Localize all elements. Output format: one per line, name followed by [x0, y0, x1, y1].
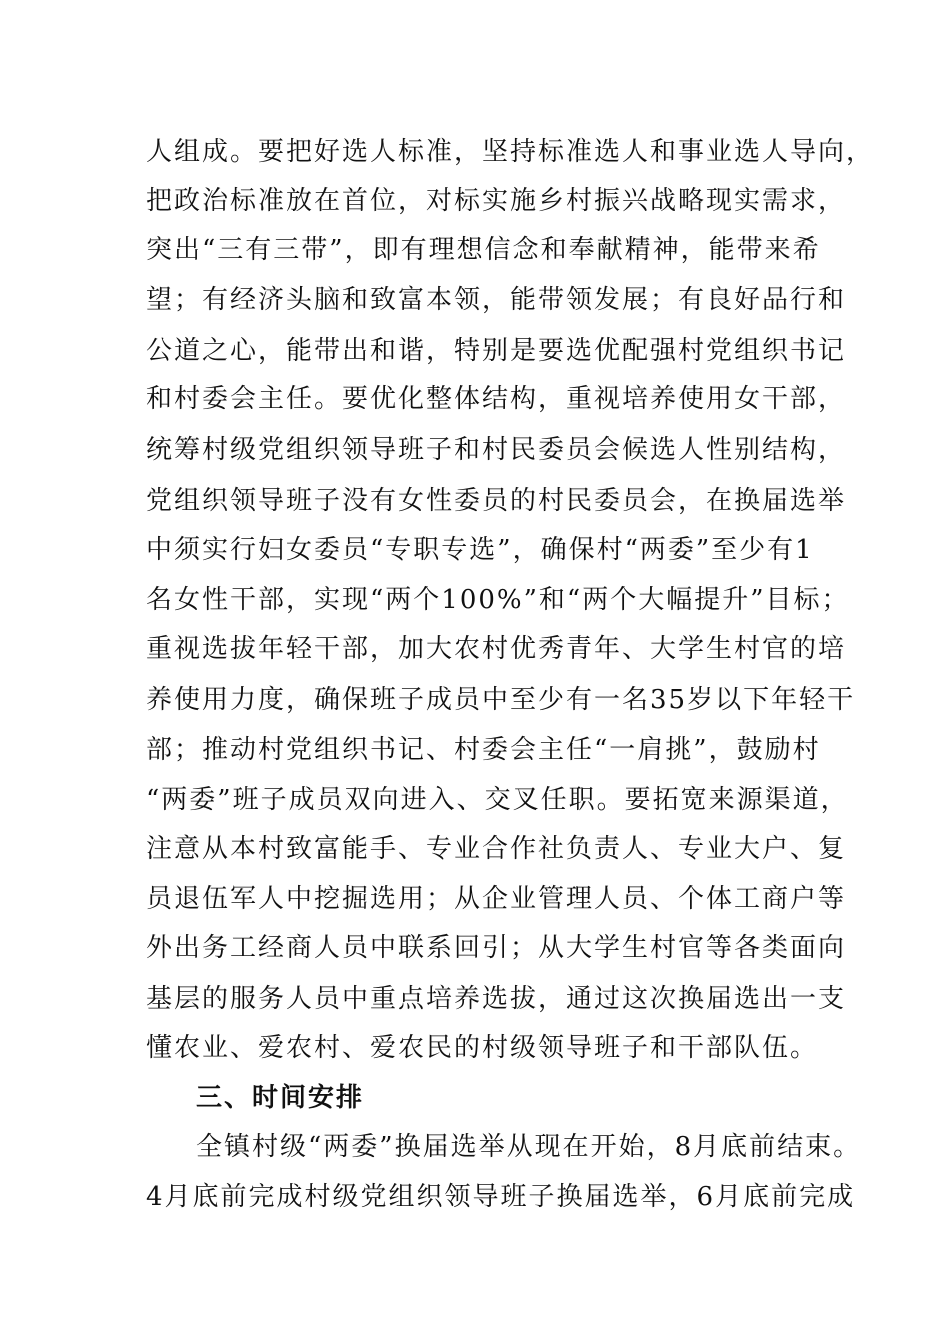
paragraph-line: 人组成。要把好选人标准，坚持标准选人和事业选人导向， — [146, 137, 875, 167]
section-heading: 三、时间安排 — [196, 1083, 365, 1113]
section-paragraph-line: 全镇村级“两委”换届选举从现在开始，8月底前结束。 — [196, 1132, 862, 1162]
paragraph-line: 公道之心，能带出和谐，特别是要选优配强村党组织书记 — [146, 336, 847, 366]
paragraph-line: 中须实行妇女委员“专职专选”，确保村“两委”至少有1 — [146, 535, 814, 565]
paragraph-line: 外出务工经商人员中联系回引；从大学生村官等各类面向 — [146, 933, 847, 963]
paragraph-line: 名女性干部，实现“两个100%”和“两个大幅提升”目标； — [146, 585, 850, 615]
paragraph-line: 部；推动村党组织书记、村委会主任“一肩挑”，鼓励村 — [146, 735, 821, 765]
paragraph-line: 统筹村级党组织领导班子和村民委员会候选人性别结构， — [146, 435, 847, 465]
paragraph-line: 望；有经济头脑和致富本领，能带领发展；有良好品行和 — [146, 285, 847, 315]
section-paragraph-line: 4月底前完成村级党组织领导班子换届选举，6月底前完成 — [146, 1182, 856, 1212]
paragraph-line: 把政治标准放在首位，对标实施乡村振兴战略现实需求， — [146, 186, 847, 216]
paragraph-line: 员退伍军人中挖掘选用；从企业管理人员、个体工商户等 — [146, 884, 847, 914]
paragraph-line: 和村委会主任。要优化整体结构，重视培养使用女干部， — [146, 384, 847, 414]
paragraph-line: 注意从本村致富能手、专业合作社负责人、专业大户、复 — [146, 834, 847, 864]
paragraph-line: 基层的服务人员中重点培养选拔，通过这次换届选出一支 — [146, 984, 847, 1014]
paragraph-line: 突出“三有三带”，即有理想信念和奉献精神，能带来希 — [146, 235, 821, 265]
paragraph-line: 养使用力度，确保班子成员中至少有一名35岁以下年轻干 — [146, 685, 856, 715]
paragraph-line: 重视选拔年轻干部，加大农村优秀青年、大学生村官的培 — [146, 634, 847, 664]
paragraph-line: “两委”班子成员双向进入、交叉任职。要拓宽来源渠道， — [146, 785, 849, 815]
paragraph-line: 党组织领导班子没有女性委员的村民委员会，在换届选举 — [146, 486, 847, 516]
paragraph-line: 懂农业、爱农村、爱农民的村级领导班子和干部队伍。 — [146, 1033, 819, 1063]
